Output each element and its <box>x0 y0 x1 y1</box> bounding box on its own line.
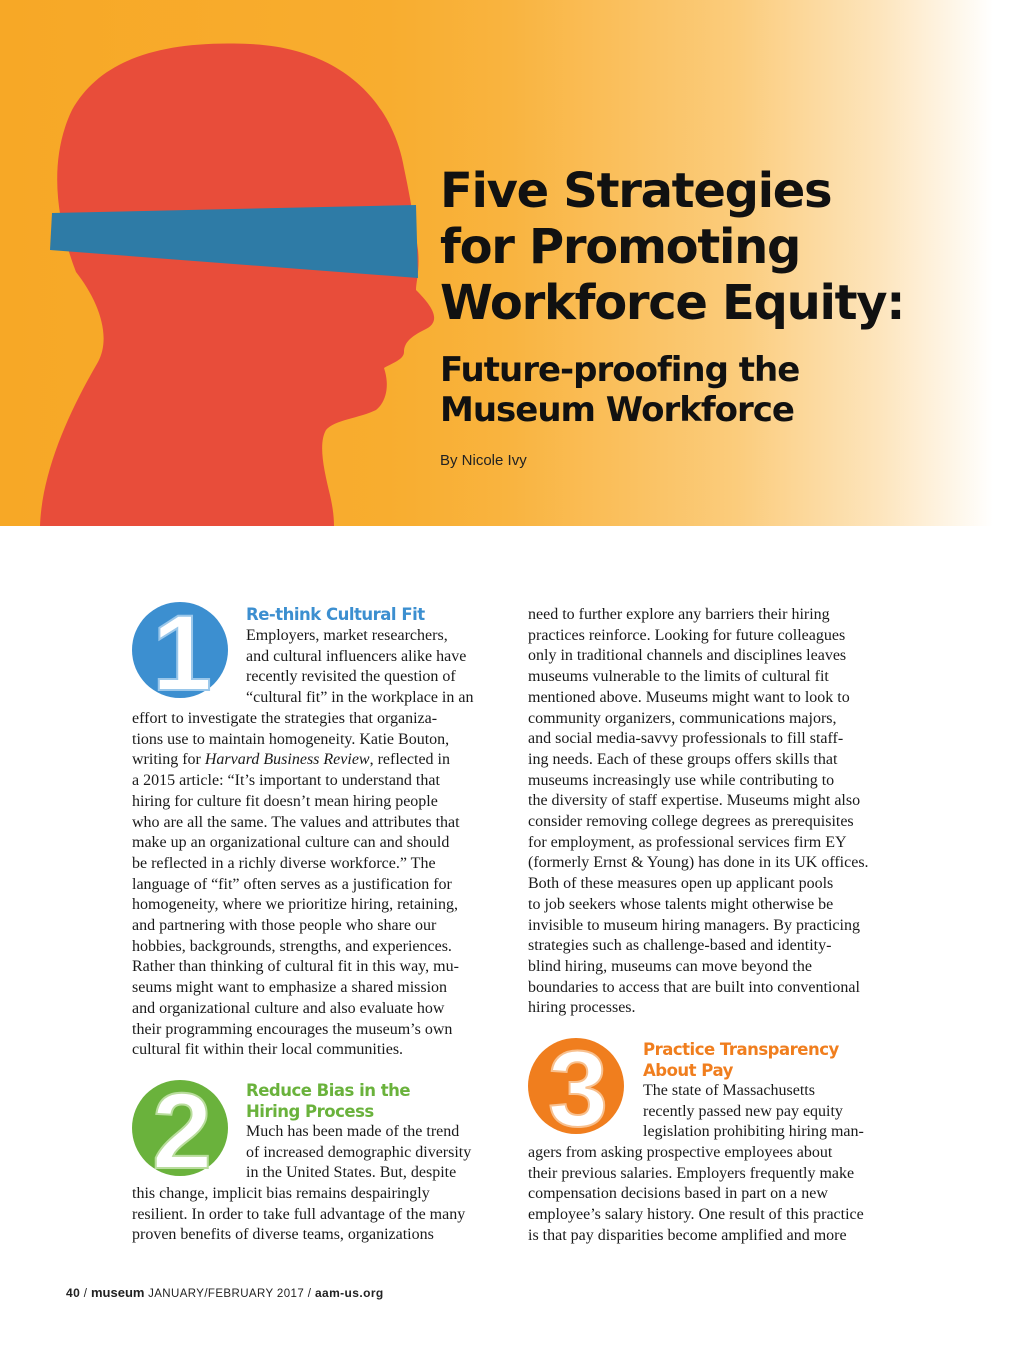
text-line: and organizational culture and also evaluate how <box>132 999 445 1017</box>
section-3-paragraph-wrap <box>643 1081 864 1143</box>
section-number: 3 <box>547 1036 609 1136</box>
text-line: agers from asking prospective employees about <box>528 1144 833 1161</box>
issue-date: JANUARY/FEBRUARY 2017 <box>148 1288 305 1300</box>
byline: By Nicole Ivy <box>440 452 527 469</box>
title-line: Five Strategies <box>440 163 832 219</box>
text-line: effort to investigate the strategies that organiza- <box>132 710 438 727</box>
text-line: for employment, as professional services firm EY <box>528 833 847 851</box>
text-line: practices reinforce. Looking for future colleagues <box>528 626 846 644</box>
head-silhouette <box>40 44 434 526</box>
text-line <box>132 750 460 771</box>
text-line: proven benefits of diverse teams, organizations <box>132 1226 434 1244</box>
text-line: “cultural fit” in the workplace in an <box>246 689 474 707</box>
article-title <box>440 163 904 331</box>
text-line: mentioned above. Museums might want to look to <box>528 688 850 706</box>
column-2-continuation <box>528 605 869 1019</box>
text-line: Both of these measures open up applicant pools <box>528 875 834 893</box>
heading-line: Practice Transparency <box>643 1040 839 1059</box>
footer-separator: / <box>307 1288 312 1300</box>
section-number: 2 <box>151 1078 213 1178</box>
text-line: is that pay disparities become amplified and more <box>528 1226 847 1244</box>
text-line: (formerly Ernst & Young) has done in its UK offices. <box>528 854 869 872</box>
title-line: for Promoting <box>440 219 801 275</box>
heading-line: About Pay <box>643 1061 733 1080</box>
article-subtitle <box>440 350 799 430</box>
text-line: recently passed new pay equity <box>643 1102 843 1120</box>
text-line: a 2015 article: “It’s important to understand that <box>132 772 440 790</box>
site-link[interactable]: aam-us.org <box>314 1286 384 1300</box>
text-line: The state of Massachusetts <box>643 1082 815 1099</box>
text-line: boundaries to access that are built into conventional <box>528 978 860 996</box>
text-line: only in traditional channels and disciplines leaves <box>528 647 847 665</box>
page-number: 40 <box>66 1286 81 1300</box>
title-line: Workforce Equity: <box>440 275 905 331</box>
subtitle-line: Future-proofing the <box>440 350 800 390</box>
text-line: blind hiring, museums can move beyond the <box>528 957 812 975</box>
text-line: invisible to museum hiring managers. By practicing <box>528 916 860 934</box>
text-line: Employers, market researchers, <box>246 627 448 644</box>
section-3-paragraph <box>528 1143 864 1247</box>
text-line: their programming encourages the museum’s own <box>132 1020 453 1038</box>
text-line: seums might want to emphasize a shared mission <box>132 979 448 997</box>
text-line: be reflected in a richly diverse workforce.” The <box>132 854 436 872</box>
subtitle-line: Museum Workforce <box>440 390 794 430</box>
text-line: and cultural influencers alike have <box>246 647 467 665</box>
heading-line: Re-think Cultural Fit <box>246 605 425 624</box>
text-line: cultural fit within their local communities. <box>132 1041 404 1059</box>
text-line: hiring processes. <box>528 999 636 1017</box>
text-line: compensation decisions based in part on a new <box>528 1185 828 1203</box>
text-line: the diversity of staff expertise. Museums might also <box>528 792 861 810</box>
publication-name: Harvard Business Review <box>204 751 370 769</box>
section-number: 1 <box>151 600 213 700</box>
section-3-heading <box>643 1039 839 1081</box>
text-line: tions use to maintain homogeneity. Katie Bouton, <box>132 730 450 748</box>
text-line: homogeneity, where we prioritize hiring, retaining, <box>132 896 458 914</box>
text-line: who are all the same. The values and attributes that <box>132 813 460 831</box>
section-1-heading <box>246 604 425 625</box>
text-line: ing needs. Each of these groups offers skills that <box>528 750 838 768</box>
page-footer <box>66 1285 384 1300</box>
text-line: make up an organizational culture can and should <box>132 834 450 852</box>
text-line: hiring for culture fit doesn’t mean hiring people <box>132 792 438 810</box>
text-line: recently revisited the question of <box>246 668 456 686</box>
magazine-name: museum <box>90 1285 145 1300</box>
text-line: consider removing college degrees as prerequisites <box>528 813 854 831</box>
text-line: hobbies, backgrounds, strengths, and experiences. <box>132 937 452 955</box>
section-1-paragraph <box>132 709 460 1061</box>
text-line: language of “fit” often serves as a justification for <box>132 875 452 893</box>
section-3-number-badge <box>524 1036 640 1136</box>
section-1-paragraph-wrap <box>246 626 473 709</box>
text-line: legislation prohibiting hiring man- <box>643 1123 864 1141</box>
section-1-number-badge <box>128 600 244 700</box>
text-line: this change, implicit bias remains despairingly <box>132 1185 430 1202</box>
text-line: of increased demographic diversity <box>246 1143 472 1161</box>
text-line: community organizers, communications majors, <box>528 709 837 727</box>
section-2-number-badge <box>128 1078 244 1178</box>
text-line: museums increasingly use while contributing to <box>528 771 835 789</box>
section-2-paragraph-wrap <box>246 1122 471 1184</box>
text-line: museums vulnerable to the limits of cultural fit <box>528 668 829 686</box>
text-line: resilient. In order to take full advantage of the many <box>132 1205 466 1223</box>
text-line: and social media-savvy professionals to fill staff- <box>528 730 844 748</box>
text-line: Rather than thinking of cultural fit in this way, mu- <box>132 958 459 976</box>
text-line: their previous salaries. Employers frequently make <box>528 1164 855 1182</box>
text-line: and partnering with those people who share our <box>132 917 437 935</box>
heading-line: Reduce Bias in the <box>246 1081 411 1100</box>
text-line: employee’s salary history. One result of this practice <box>528 1206 864 1224</box>
heading-line: Hiring Process <box>246 1102 374 1121</box>
text-line: in the United States. But, despite <box>246 1164 457 1182</box>
text-fragment: writing for Harvard Business Review, reflected in <box>132 751 450 769</box>
text-line: to job seekers whose talents might otherwise be <box>528 895 834 913</box>
section-2-paragraph <box>132 1184 465 1246</box>
section-2-heading <box>246 1080 410 1122</box>
text-line: strategies such as challenge-based and identity- <box>528 937 832 955</box>
hero-banner <box>0 0 1024 526</box>
footer-separator: / <box>83 1288 88 1300</box>
text-line: need to further explore any barriers their hiring <box>528 606 830 623</box>
text-line: Much has been made of the trend <box>246 1123 460 1140</box>
